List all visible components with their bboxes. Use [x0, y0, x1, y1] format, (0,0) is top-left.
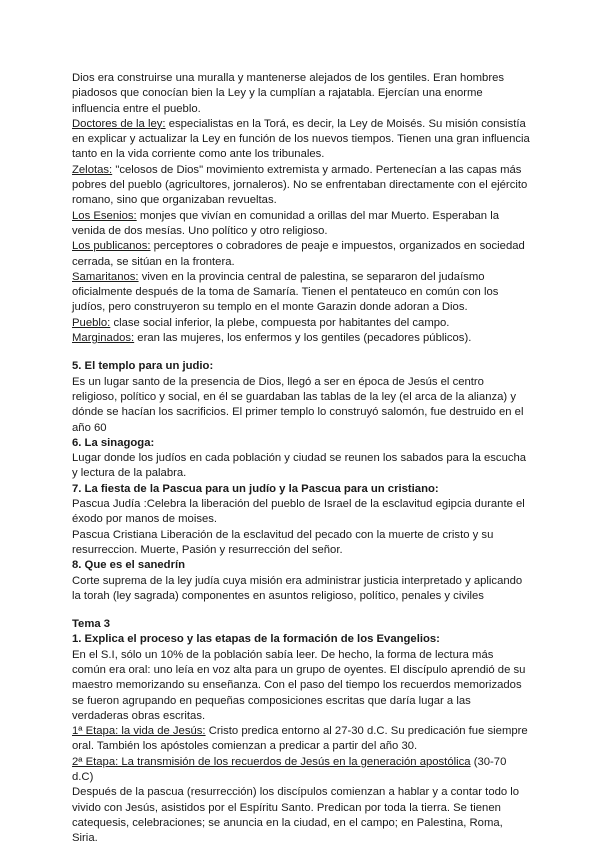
etapa-2-body: Después de la pascua (resurrección) los discípulos comienzan a hablar y a contar todo lo vivido con Jesús, asistidos por el Espíritu Santo. Predican por toda la tierra. Se tienen catequesis, celebraciones; se anuncia en la ciudad, en el campo; en Palestina, Roma, Siria.: [72, 786, 520, 845]
etapa-1: 1ª Etapa: la vida de Jesús: Cristo predica entorno al 27-30 d.C. Su predicación fue siempre oral. También los apóstoles comienzan a predicar a partir del año 30.: [72, 725, 528, 753]
section-5-body: Es un lugar santo de la presencia de Dios, llegó a ser en época de Jesús el centro religioso, político y social, en él se guardaban las tablas de la ley (el arca de la alianza) y dónde se hacían los sacrificios. El primer templo lo construyó salomón, fue destruido en el año 60: [72, 375, 524, 434]
term-esenios: Los Esenios:: [72, 209, 137, 222]
term-pueblo: Pueblo:: [72, 316, 111, 329]
term-zelotas: Zelotas:: [72, 163, 113, 176]
etapa-1-label: 1ª Etapa: la vida de Jesús:: [72, 725, 206, 738]
group-zelotas: Zelotas: "celosos de Dios" movimiento extremista y armado. Pertenecían a las capas más pobres del pueblo (agricultores, jornaleros). No se enfrentaban directamente con el ejército romano, sino que organizaban revueltas.: [72, 163, 528, 207]
tema-body: En el S.I, sólo un 10% de la población sabía leer. De hecho, la forma de lectura más común era oral: uno leía en voz alta para un grupo de oyentes. El discípulo aprendió de su maestro memorizando su enseñanza. Con el paso del tiempo los recuerdos memorizados se fueron agrupando en pequeñas composiciones escritas que daría lugar a las verdaderas obras escritas.: [72, 648, 526, 722]
section-8-heading: 8. Que es el sanedrín: [72, 559, 186, 572]
section-6-body: Lugar donde los judíos en cada población y ciudad se reunen los sabados para la escucha y lectura de la palabra.: [72, 452, 527, 480]
section-5-heading: 5. El templo para un judio:: [72, 360, 214, 373]
section-7-heading: 7. La fiesta de la Pascua para un judío y la Pascua para un cristiano:: [72, 482, 439, 495]
section-7-pascua-judia: Pascua Judía :Celebra la liberación del pueblo de Israel de la esclavitud egipcia durante el éxodo por manos de moises.: [72, 498, 525, 526]
term-samaritanos: Samaritanos:: [72, 270, 139, 283]
etapa-2-date: (30-70 d.C): [72, 755, 507, 784]
etapa-2-heading: [72, 755, 530, 786]
group-samaritanos: Samaritanos: viven en la provincia central de palestina, se separaron del judaísmo oficialmente después de la toma de Samaría. Tienen el pentateuco en común con los judíos, pero construyeron su templo en el monte Garazin donde adoran a Dios.: [72, 270, 499, 314]
group-marginados: Marginados: eran las mujeres, los enfermos y los gentiles (pecadores públicos).: [72, 332, 472, 345]
group-publicanos: Los publicanos: perceptores o cobradores de peaje e impuestos, organizados en sociedad cerrada, se sitúan en la frontera.: [72, 240, 525, 268]
tema-title: Tema 3: [72, 618, 111, 631]
tema-heading: 1. Explica el proceso y las etapas de la formación de los Evangelios:: [72, 633, 440, 646]
group-pueblo: Pueblo: clase social inferior, la plebe, compuesta por habitantes del campo.: [72, 316, 450, 329]
intro-paragraph: Dios era construirse una muralla y mantenerse alejados de los gentiles. Eran hombres piadosos que conocían bien la Ley y la cumplían a rajatabla. Ejercían una enorme influencia entre el pueblo.: [72, 72, 505, 115]
document-page: [72, 71, 530, 847]
etapa-2-label: 2ª Etapa: La transmisión de los recuerdos de Jesús en la generación apostólica: [72, 755, 471, 768]
group-doctores: Doctores de la ley: especialistas en la Torá, es decir, la Ley de Moisés. Su misión consistía en explicar y actualizar la Ley en función de los nuevos tiempos. Tienen una gran influencia tanto en la vida corriente como ante los tribunales.: [72, 117, 530, 161]
section-6-heading: 6. La sinagoga:: [72, 436, 155, 449]
group-esenios: Los Esenios: monjes que vivían en comunidad a orillas del mar Muerto. Esperaban la venida de dos mesías. Uno político y otro religioso.: [72, 209, 500, 237]
section-8-body: Corte suprema de la ley judía cuya misión era administrar justicia interpretado y aplicando la torah (ley sagrada) componentes en asuntos religioso, político, penales y civiles: [72, 574, 523, 602]
term-publicanos: Los publicanos:: [72, 240, 151, 253]
term-marginados: Marginados:: [72, 332, 135, 345]
section-7-pascua-cristiana: Pascua Cristiana Liberación de la esclavitud del pecado con la muerte de cristo y su resurreccion. Muerte, Pasión y resurrección del señor.: [72, 528, 494, 556]
term-doctores: Doctores de la ley:: [72, 117, 166, 130]
